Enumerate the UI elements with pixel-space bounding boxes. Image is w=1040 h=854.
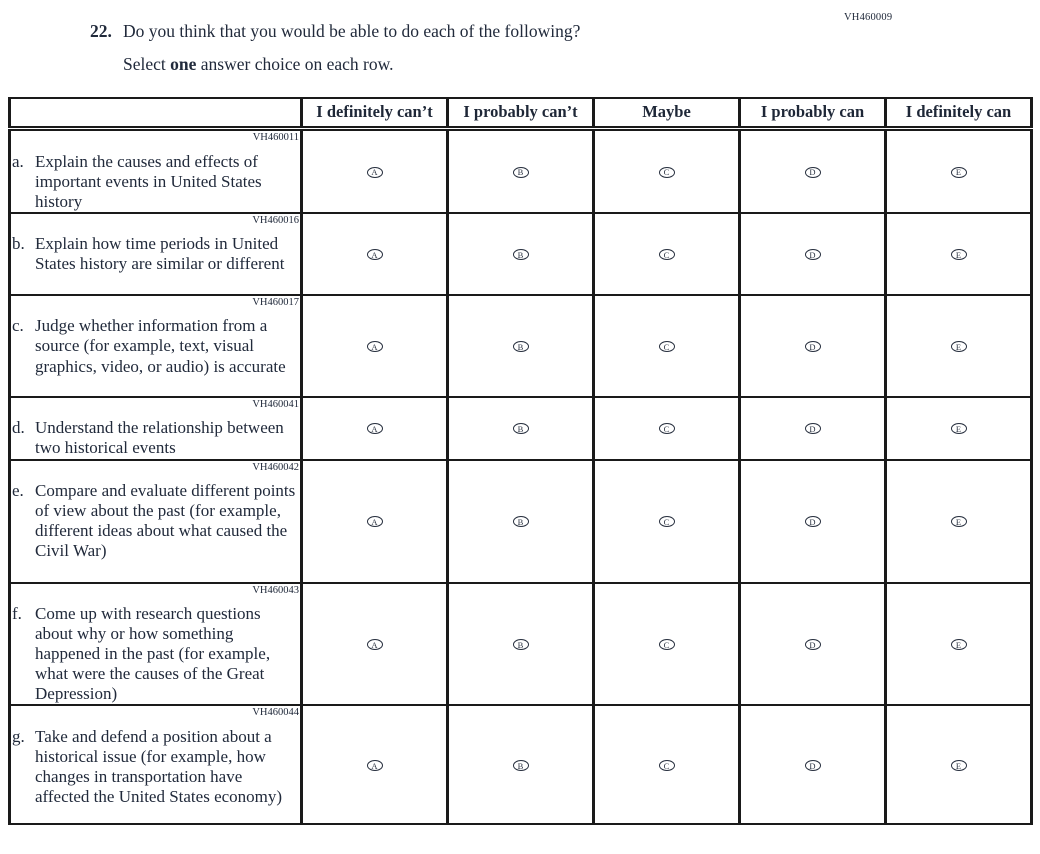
item-letter: c. <box>12 316 24 336</box>
column-header-maybe: Maybe <box>594 98 740 129</box>
column-header-probably-can: I probably can <box>740 98 886 129</box>
answer-cell <box>302 397 448 460</box>
answer-bubble[interactable]: E <box>951 639 967 650</box>
answer-bubble[interactable]: A <box>367 341 383 352</box>
answer-cell <box>740 213 886 295</box>
answer-bubble[interactable]: A <box>367 249 383 260</box>
question-text: Do you think that you would be able to do each of the following? <box>123 21 581 41</box>
column-header-empty <box>10 98 302 129</box>
answer-cell <box>886 583 1032 706</box>
answer-cell <box>302 295 448 397</box>
item-code: VH460011 <box>252 132 299 143</box>
item-stub <box>10 213 302 295</box>
answer-cell <box>302 705 448 824</box>
item-code: VH460043 <box>252 584 299 596</box>
answer-bubble[interactable]: C <box>659 516 675 527</box>
answer-bubble[interactable]: C <box>659 167 675 178</box>
item-letter: g. <box>12 727 25 747</box>
item-text: Explain how time periods in United States history are similar or different <box>35 234 285 274</box>
answer-cell <box>886 705 1032 824</box>
answer-bubble[interactable]: B <box>513 249 529 260</box>
answer-cell <box>302 583 448 706</box>
answer-cell <box>594 460 740 583</box>
answer-cell <box>594 583 740 706</box>
answer-cell <box>886 295 1032 397</box>
answer-bubble[interactable]: D <box>805 249 821 260</box>
answer-cell <box>886 213 1032 295</box>
answer-bubble[interactable]: C <box>659 341 675 352</box>
column-header-definitely-cant: I definitely can’t <box>302 98 448 129</box>
table-row <box>10 213 1032 295</box>
sheet-code: VH460009 <box>844 12 893 23</box>
item-stub <box>10 705 302 824</box>
item-text: Take and defend a position about a historical issue (for example, how changes in transportation have affected the United States economy) <box>35 727 283 807</box>
item-stub <box>10 295 302 397</box>
item-letter: e. <box>12 481 24 501</box>
answer-cell <box>594 705 740 824</box>
item-letter: a. <box>12 151 24 171</box>
answer-cell <box>740 460 886 583</box>
item-letter: b. <box>12 234 25 254</box>
answer-cell <box>448 397 594 460</box>
answer-bubble[interactable]: D <box>805 423 821 434</box>
answer-bubble[interactable]: E <box>951 341 967 352</box>
answer-cell <box>448 213 594 295</box>
answer-matrix-table <box>8 97 1033 825</box>
answer-bubble[interactable]: C <box>659 249 675 260</box>
answer-bubble[interactable]: C <box>659 423 675 434</box>
answer-bubble[interactable]: B <box>513 760 529 771</box>
answer-bubble[interactable]: D <box>805 341 821 352</box>
table-row <box>10 705 1032 824</box>
answer-bubble[interactable]: B <box>513 639 529 650</box>
item-code: VH460016 <box>252 214 299 226</box>
item-text: Come up with research questions about why or how something happened in the past (for example, what were the causes of the Great Depression) <box>35 604 271 704</box>
answer-cell <box>594 397 740 460</box>
item-text: Understand the relationship between two historical events <box>35 418 284 458</box>
item-code: VH460017 <box>252 296 299 308</box>
answer-cell <box>740 583 886 706</box>
answer-bubble[interactable]: E <box>951 516 967 527</box>
answer-bubble[interactable]: C <box>659 760 675 771</box>
answer-cell <box>448 583 594 706</box>
answer-bubble[interactable]: A <box>367 423 383 434</box>
answer-bubble[interactable]: B <box>513 516 529 527</box>
answer-bubble[interactable]: A <box>367 516 383 527</box>
item-stub <box>10 460 302 583</box>
instruction-suffix: answer choice on each row. <box>196 53 394 74</box>
answer-cell <box>302 213 448 295</box>
column-header-probably-cant: I probably can’t <box>448 98 594 129</box>
item-stub <box>10 583 302 706</box>
header-row <box>10 98 1032 129</box>
answer-cell <box>302 460 448 583</box>
item-code: VH460042 <box>252 461 299 473</box>
answer-bubble[interactable]: A <box>367 167 383 178</box>
answer-cell <box>594 129 740 213</box>
instruction-prefix: Select <box>123 53 171 74</box>
answer-cell <box>740 397 886 460</box>
answer-cell <box>302 129 448 213</box>
answer-cell <box>448 460 594 583</box>
answer-bubble[interactable]: A <box>367 760 383 771</box>
table-row <box>10 460 1032 583</box>
item-text: Explain the causes and effects of important events in United States history <box>35 151 262 211</box>
answer-bubble[interactable]: E <box>951 167 967 178</box>
answer-bubble[interactable]: D <box>805 516 821 527</box>
answer-bubble[interactable]: B <box>513 341 529 352</box>
answer-cell <box>448 129 594 213</box>
question-block <box>90 21 810 75</box>
table-row <box>10 295 1032 397</box>
item-code: VH460044 <box>252 707 299 719</box>
answer-bubble[interactable]: D <box>805 167 821 178</box>
answer-bubble[interactable]: E <box>951 423 967 434</box>
instruction-bold-word: one <box>170 53 197 74</box>
answer-bubble[interactable]: D <box>805 760 821 771</box>
item-letter: f. <box>12 604 22 624</box>
answer-cell <box>740 705 886 824</box>
answer-bubble[interactable]: C <box>659 639 675 650</box>
answer-bubble[interactable]: E <box>951 760 967 771</box>
item-text: Judge whether information from a source (for example, text, visual graphics, video, or audio) is accurate <box>35 316 286 376</box>
answer-cell <box>740 295 886 397</box>
answer-bubble[interactable]: D <box>805 639 821 650</box>
answer-bubble[interactable]: A <box>367 639 383 650</box>
answer-cell <box>886 460 1032 583</box>
answer-cell <box>740 129 886 213</box>
item-code: VH460041 <box>252 398 299 410</box>
table-row <box>10 583 1032 706</box>
item-stub <box>10 397 302 460</box>
answer-cell <box>448 295 594 397</box>
question-number: 22. <box>90 21 112 41</box>
column-header-definitely-can: I definitely can <box>886 98 1032 129</box>
answer-bubble[interactable]: B <box>513 423 529 434</box>
answer-cell <box>886 397 1032 460</box>
item-stub <box>10 129 302 213</box>
answer-cell <box>886 129 1032 213</box>
answer-bubble[interactable]: B <box>513 167 529 178</box>
answer-cell <box>594 295 740 397</box>
answer-cell <box>448 705 594 824</box>
question-instruction <box>123 54 810 75</box>
table-row <box>10 129 1032 213</box>
item-text: Compare and evaluate different points of view about the past (for example, different ideas about what caused the Civil War) <box>35 481 296 561</box>
answer-bubble[interactable]: E <box>951 249 967 260</box>
item-letter: d. <box>12 418 25 438</box>
answer-cell <box>594 213 740 295</box>
table-row <box>10 397 1032 460</box>
